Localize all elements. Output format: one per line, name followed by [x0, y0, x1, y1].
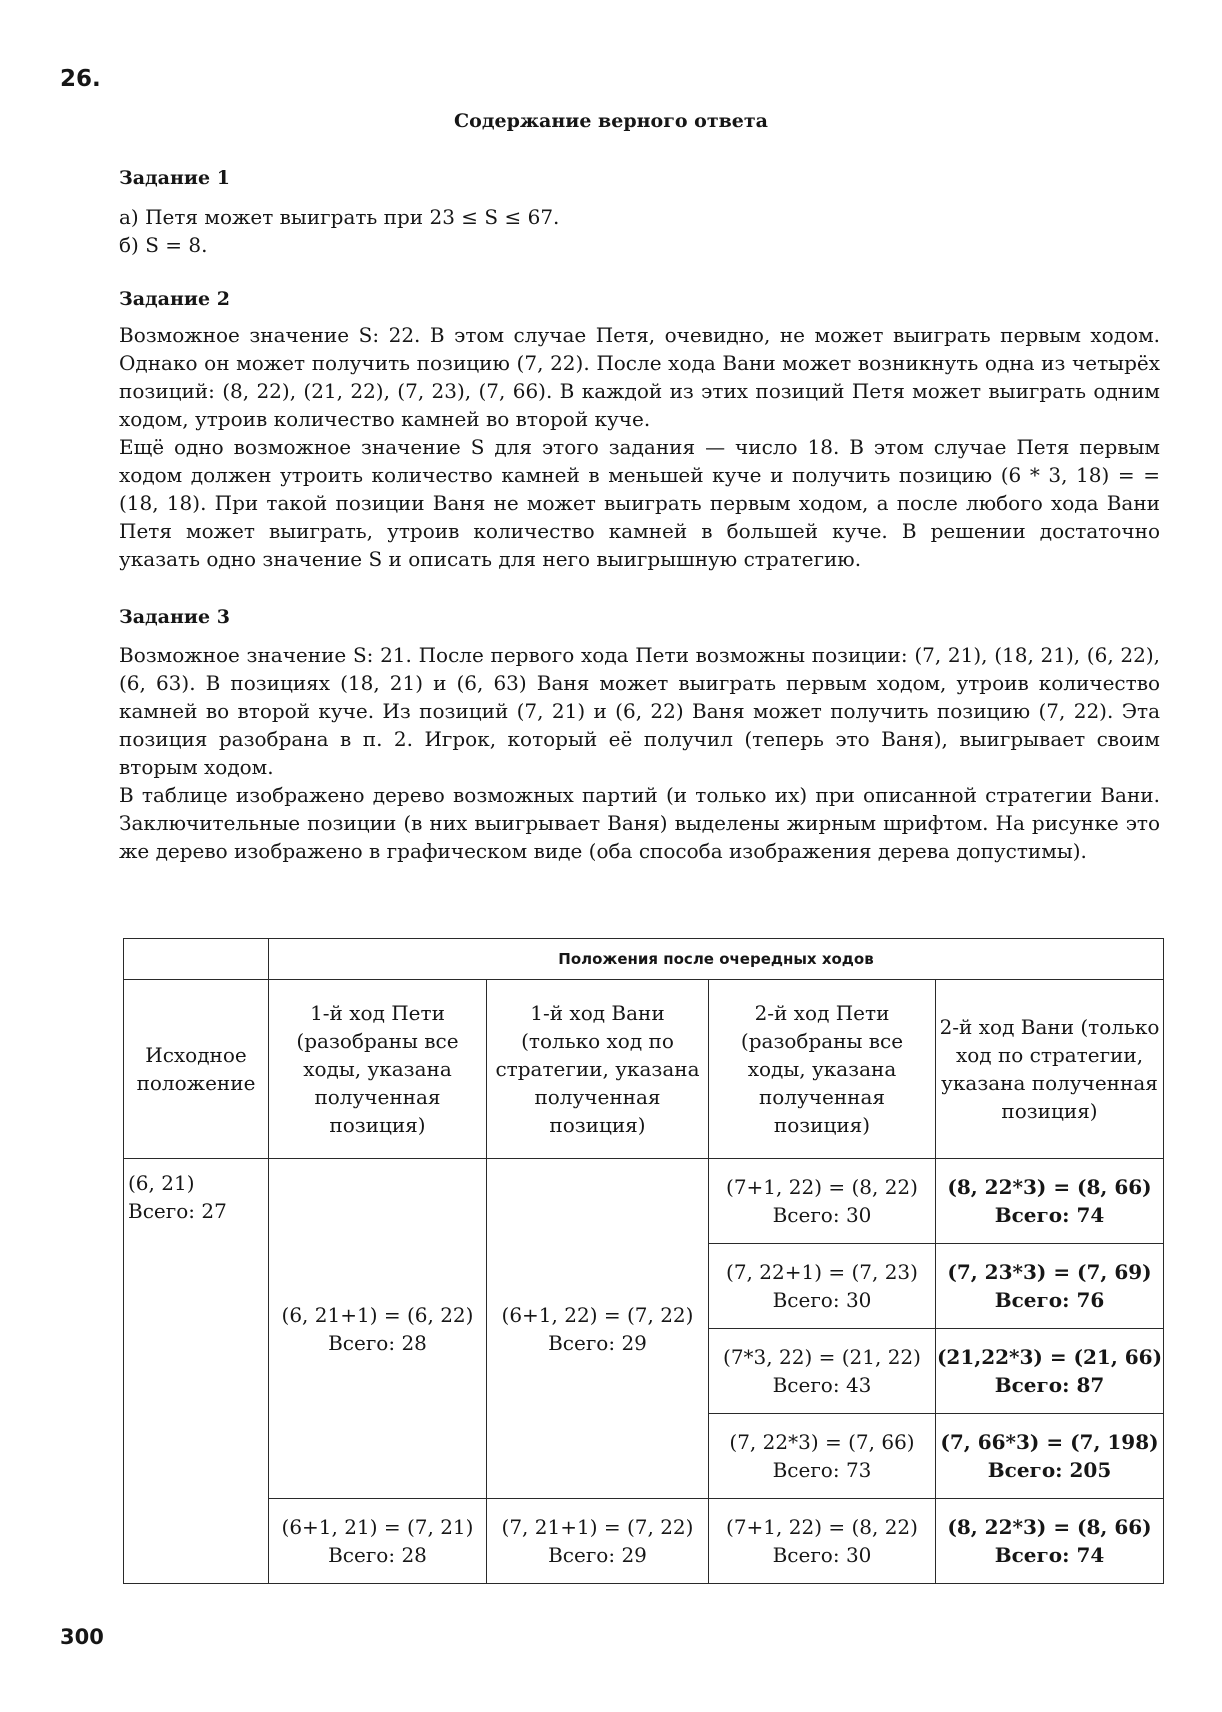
task2-heading: Задание 2: [119, 288, 230, 310]
branch1-petya2-cell: [709, 1244, 936, 1329]
branch1-petya1-cell: [269, 1159, 487, 1499]
petya2-position: (7, 22+1) = (7, 23): [726, 1260, 918, 1284]
petya2-position: (7*3, 22) = (21, 22): [723, 1345, 921, 1369]
vanya2-total: Всего: 87: [994, 1373, 1105, 1397]
branch1-vanya2-cell: [936, 1159, 1164, 1244]
col-vanya2-header: 2-й ход Вани (только ход по стратегии, указана полученная позиция): [936, 980, 1164, 1159]
branch1-petya1-position: (6, 21+1) = (6, 22): [281, 1302, 474, 1327]
branch2-vanya1-total: Всего: 29: [548, 1543, 647, 1567]
branch1-vanya2-cell: [936, 1414, 1164, 1499]
task1-answer-b: б) S = 8.: [119, 233, 208, 257]
petya2-total: Всего: 43: [772, 1373, 872, 1397]
initial-position: (6, 21): [128, 1171, 195, 1195]
branch2-vanya2-cell: [936, 1499, 1164, 1584]
vanya2-position: (7, 66*3) = (7, 198): [940, 1430, 1159, 1454]
branch1-vanya1-cell: [487, 1159, 709, 1499]
task2-paragraph-1: Возможное значение S: 22. В этом случае Петя, очевидно, не может выиграть первым ходом. Однако он может получить позицию (7, 22). После хода Вани может возникнуть одна из четырёх позиций: (8, 22), (21, 22), (7, 23), (7, 66). В каждой из этих позиций Петя может выиграть одним ходом, утроив количество камней во второй куче.: [119, 323, 1160, 431]
col-initial-header: Исходное положение: [124, 980, 269, 1159]
col-vanya1-header: 1-й ход Вани (только ход по стратегии, указана полученная позиция): [487, 980, 709, 1159]
page-number: 300: [60, 1625, 104, 1649]
initial-position-cell: [124, 1159, 269, 1584]
branch1-petya2-cell: [709, 1159, 936, 1244]
col-petya2-header: 2-й ход Пети (разобраны все ходы, указана полученная позиция): [709, 980, 936, 1159]
branch2-vanya1-cell: [487, 1499, 709, 1584]
table-row: [124, 1159, 1164, 1244]
branch2-petya2-cell: [709, 1499, 936, 1584]
task1-answer-a: а) Петя может выиграть при 23 ≤ S ≤ 67.: [119, 205, 560, 229]
answer-title: Содержание верного ответа: [454, 110, 768, 132]
task1-answers: [119, 203, 559, 259]
vanya2-total: Всего: 76: [994, 1288, 1105, 1312]
task3-text: [119, 641, 1160, 865]
vanya2-position: (8, 22*3) = (8, 66): [947, 1175, 1152, 1199]
group-header: Положения после очередных ходов: [269, 939, 1164, 980]
game-tree-table: [123, 938, 1164, 1584]
branch1-petya2-cell: [709, 1414, 936, 1499]
petya2-total: Всего: 73: [772, 1458, 872, 1482]
branch2-vanya2-position: (8, 22*3) = (8, 66): [947, 1515, 1152, 1539]
task3-heading: Задание 3: [119, 606, 230, 628]
vanya2-position: (7, 23*3) = (7, 69): [947, 1260, 1152, 1284]
branch2-vanya1-position: (7, 21+1) = (7, 22): [501, 1515, 694, 1539]
table-subheader-row: [124, 980, 1164, 1159]
table-row: [124, 1499, 1164, 1584]
petya2-position: (7+1, 22) = (8, 22): [726, 1175, 918, 1199]
petya2-total: Всего: 30: [772, 1288, 872, 1312]
branch1-vanya2-cell: [936, 1329, 1164, 1414]
branch1-vanya1-position: (6+1, 22) = (7, 22): [501, 1302, 694, 1327]
vanya2-total: Всего: 205: [987, 1458, 1112, 1482]
branch1-petya2-cell: [709, 1329, 936, 1414]
petya2-position: (7, 22*3) = (7, 66): [729, 1430, 915, 1454]
table-corner-cell: [124, 939, 269, 980]
branch1-petya1-total: Всего: 28: [328, 1330, 427, 1355]
task3-paragraph-1: Возможное значение S: 21. После первого хода Пети возможны позиции: (7, 21), (18, 21), (6, 22), (6, 63). В позициях (18, 21) и (6, 63) Ваня может выиграть первым ходом, утроив количество камней во второй куче. Из позиций (7, 21) и (6, 22) Ваня может получить позицию (7, 22). Эта позиция разобрана в п. 2. Игрок, который её получил (теперь это Ваня), выигрывает своим вторым ходом.: [119, 643, 1160, 779]
problem-number: 26.: [60, 66, 101, 92]
branch1-vanya2-cell: [936, 1244, 1164, 1329]
branch1-vanya1-total: Всего: 29: [548, 1330, 647, 1355]
branch2-petya1-position: (6+1, 21) = (7, 21): [281, 1515, 474, 1539]
task2-text: [119, 321, 1160, 573]
branch2-vanya2-total: Всего: 74: [994, 1543, 1105, 1567]
vanya2-total: Всего: 74: [994, 1203, 1105, 1227]
task1-heading: Задание 1: [119, 167, 230, 189]
task3-paragraph-2: В таблице изображено дерево возможных партий (и только их) при описанной стратегии Вани. Заключительные позиции (в них выигрывает Ваня) выделены жирным шрифтом. На рисунке это же дерево изображено в графическом виде (оба способа изображения дерева допустимы).: [119, 783, 1160, 863]
col-petya1-header: 1-й ход Пети (разобраны все ходы, указана полученная позиция): [269, 980, 487, 1159]
branch2-petya1-total: Всего: 28: [328, 1543, 427, 1567]
branch2-petya2-position: (7+1, 22) = (8, 22): [726, 1515, 918, 1539]
petya2-total: Всего: 30: [772, 1203, 872, 1227]
table-header-row: [124, 939, 1164, 980]
task2-paragraph-2: Ещё одно возможное значение S для этого задания — число 18. В этом случае Петя первым ходом должен утроить количество камней в меньшей куче и получить позицию (6 * 3, 18) = = (18, 18). При такой позиции Ваня не может выиграть первым ходом, а после любого хода Вани Петя может выиграть, утроив количество камней в большей куче. В решении достаточно указать одно значение S и описать для него выигрышную стратегию.: [119, 435, 1160, 571]
branch2-petya1-cell: [269, 1499, 487, 1584]
initial-total: Всего: 27: [128, 1199, 227, 1223]
vanya2-position: (21,22*3) = (21, 66): [936, 1345, 1163, 1369]
branch2-petya2-total: Всего: 30: [772, 1543, 872, 1567]
